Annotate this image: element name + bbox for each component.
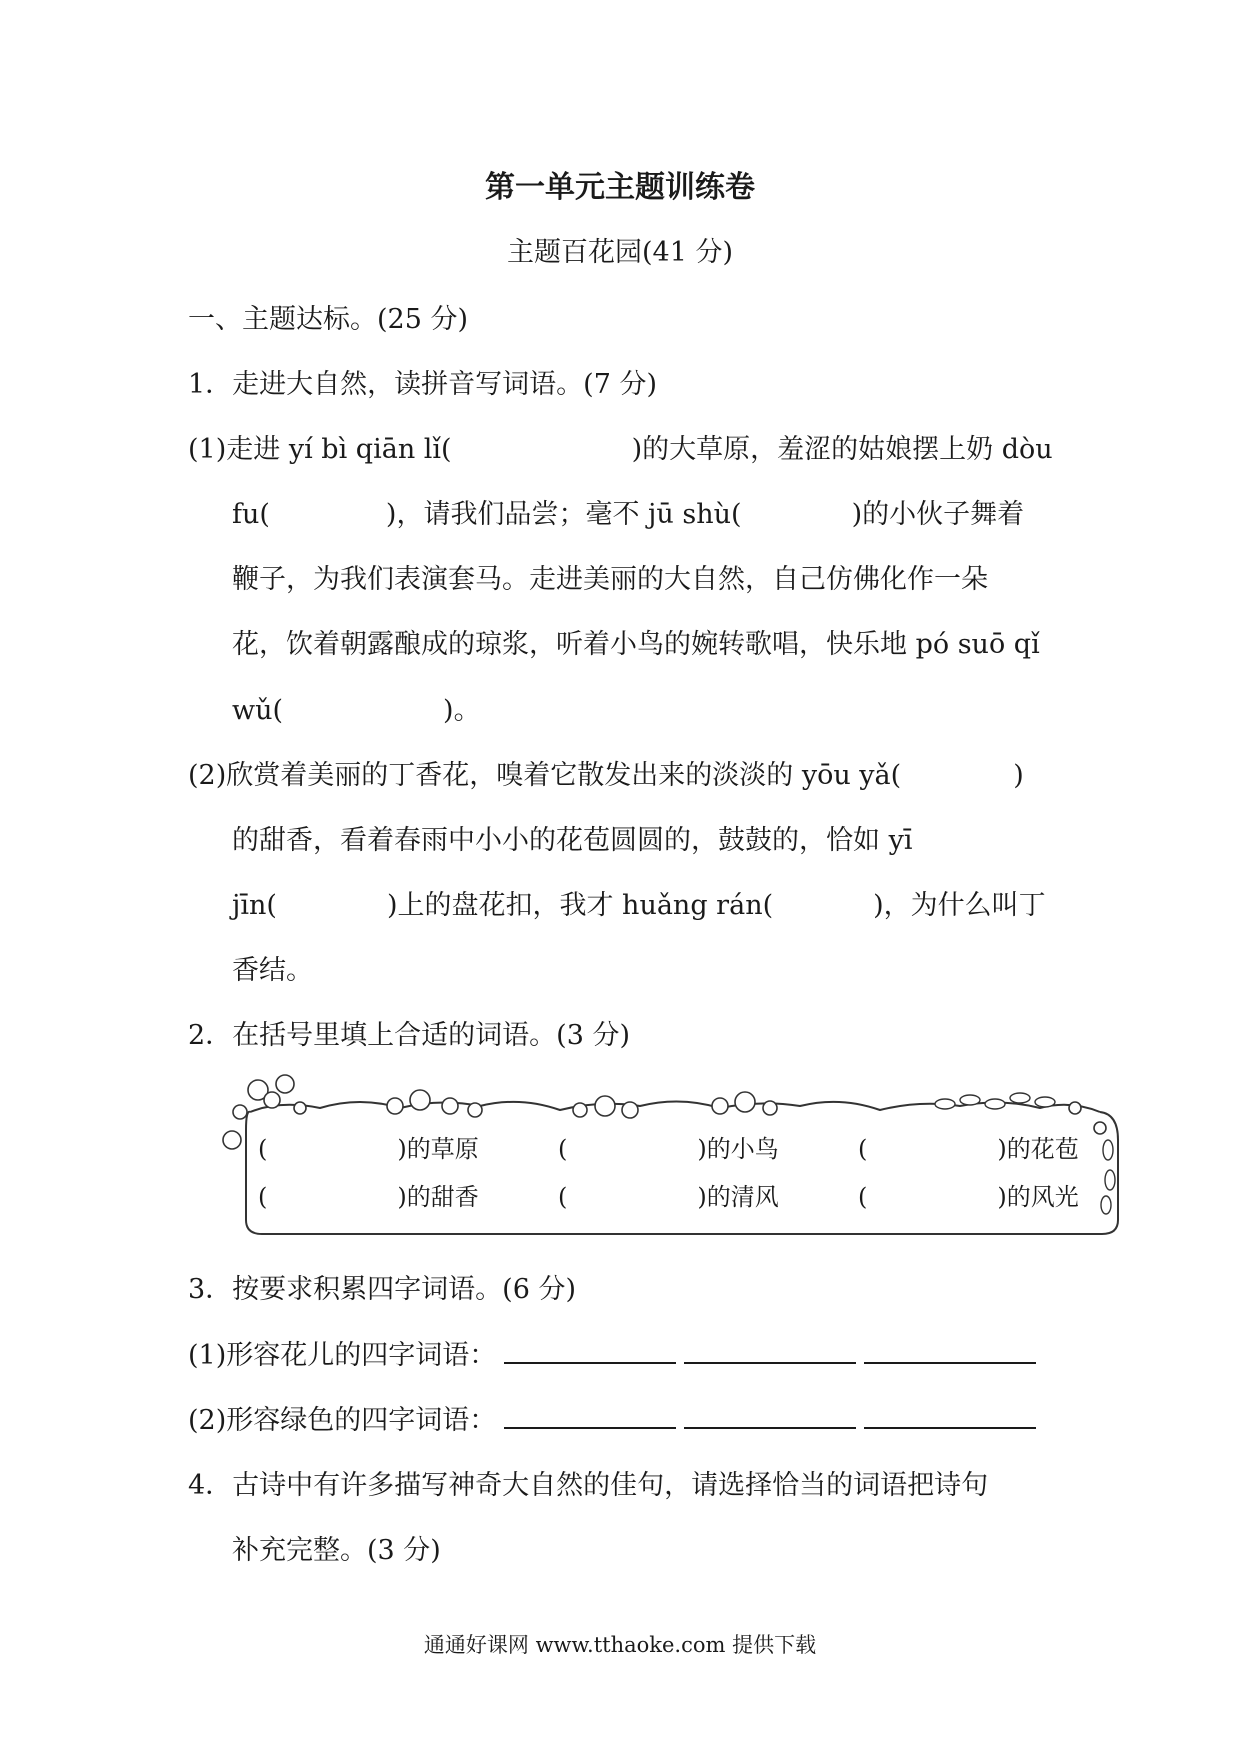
question-4-line2: 补充完整。(3 分): [232, 1535, 441, 1566]
q1-p1-line4: 花，饮着朝露酿成的琼浆，听着小鸟的婉转歌唱，快乐地 pó suō qǐ: [232, 629, 1040, 660]
q1-p2-line1-a: (2)欣赏着美丽的丁香花，嗅着它散发出来的淡淡的 yōu yǎ(: [188, 760, 902, 791]
answer-line[interactable]: [504, 1336, 676, 1364]
question-2-heading: 2．在括号里填上合适的词语。(3 分): [188, 1020, 631, 1051]
q2-row2-item3: ( )的风光: [858, 1183, 1079, 1211]
q1-p1-line5-b: )。: [443, 695, 481, 726]
q2-row1-item1: ( )的草原: [258, 1135, 479, 1163]
section-one-heading: 一、主题达标。(25 分): [188, 304, 469, 335]
answer-line[interactable]: [864, 1336, 1036, 1364]
footer-source: 通通好课网 www.tthaoke.com 提供下载: [423, 1633, 817, 1657]
q1-p2-line4: 香结。: [232, 955, 313, 986]
q1-p1-line1-b: )的大草原，羞涩的姑娘摆上奶 dòu: [631, 434, 1053, 465]
question-3-heading: 3．按要求积累四字词语。(6 分): [188, 1274, 577, 1305]
q1-p1-line1-a: (1)走进 yí bì qiān lǐ(: [188, 434, 452, 465]
q1-p1-line2-c: )的小伙子舞着: [851, 499, 1025, 530]
answer-line[interactable]: [684, 1336, 856, 1364]
q2-row2-item2: ( )的清风: [558, 1183, 779, 1211]
answer-line[interactable]: [684, 1401, 856, 1429]
q2-row2-item1: ( )的甜香: [258, 1183, 479, 1211]
q1-p2-line3-a: jīn(: [232, 890, 277, 921]
q1-p2-line1-b: ): [1013, 760, 1024, 791]
q1-p2-line2: 的甜香，看着春雨中小小的花苞圆圆的，鼓鼓的，恰如 yī: [232, 825, 913, 856]
q1-p2-line3-c: )，为什么叫丁: [873, 890, 1046, 921]
q1-p2-line3-b: )上的盘花扣，我才 huǎng rán(: [386, 890, 774, 921]
answer-line[interactable]: [504, 1401, 676, 1429]
q3-line1: [188, 1333, 1036, 1372]
q2-row1-item3: ( )的花苞: [858, 1135, 1079, 1163]
question-4-line1: 4．古诗中有许多描写神奇大自然的佳句，请选择恰当的词语把诗句: [188, 1470, 989, 1501]
q3-line1-label: (1)形容花儿的四字词语：: [188, 1340, 497, 1371]
q2-row1-item2: ( )的小鸟: [558, 1135, 779, 1163]
q3-line2-label: (2)形容绿色的四字词语：: [188, 1405, 497, 1436]
q1-p1-line2-a: fu(: [232, 499, 270, 530]
answer-line[interactable]: [864, 1401, 1036, 1429]
q1-p1-line3: 鞭子，为我们表演套马。走进美丽的大自然，自己仿佛化作一朵: [232, 564, 988, 595]
page-title: 第一单元主题训练卷: [485, 170, 755, 205]
q3-line2: [188, 1398, 1036, 1437]
page-subtitle: 主题百花园(41 分): [506, 237, 733, 268]
q1-p1-line5-a: wǔ(: [232, 695, 284, 726]
question-1-heading: 1．走进大自然，读拼音写词语。(7 分): [188, 369, 658, 400]
q1-p1-line2-b: )，请我们品尝；毫不 jū shù(: [385, 499, 742, 530]
